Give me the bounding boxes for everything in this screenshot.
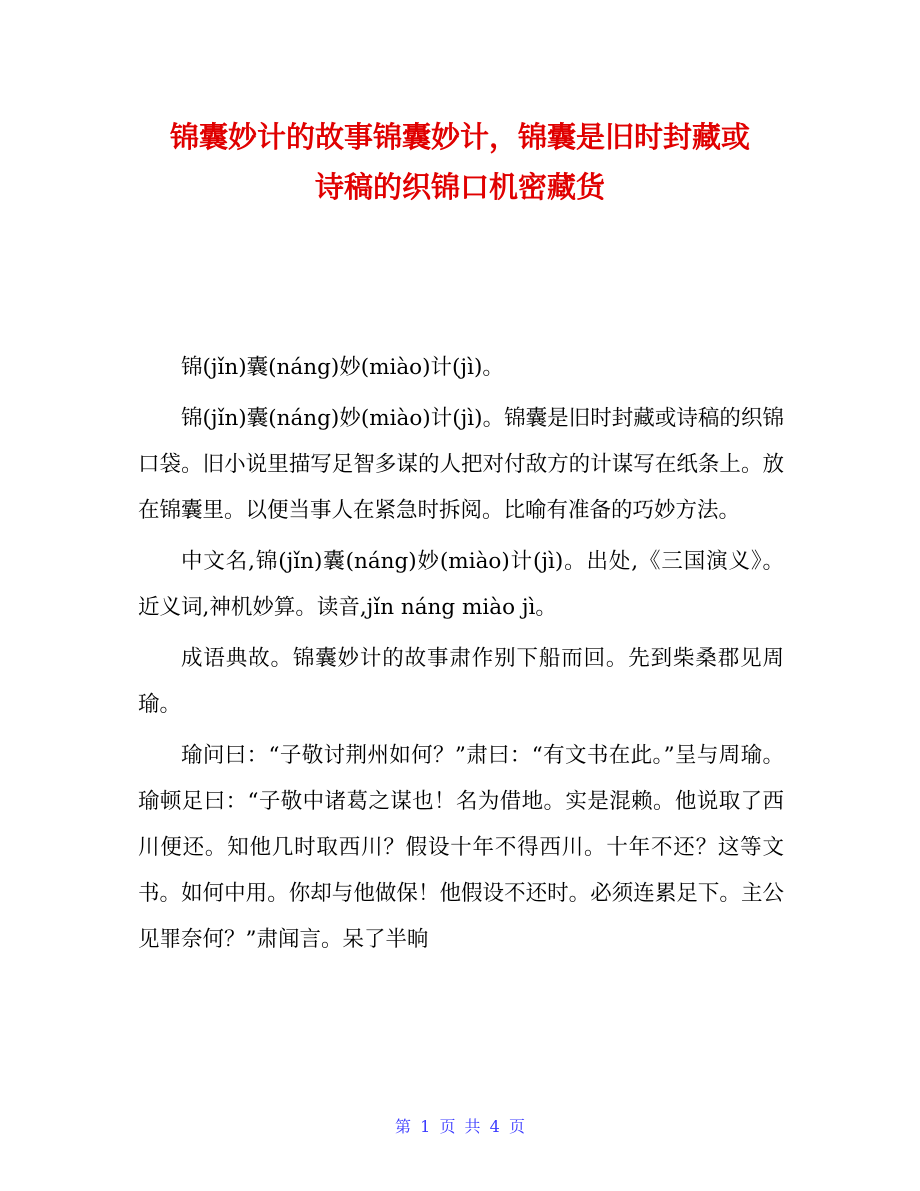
footer-label-page: 第 [395,1117,412,1136]
paragraph-4: 成语典故。锦囊妙计的故事肃作别下船而回。先到柴桑郡见周瑜。 [138,646,784,717]
paragraph-3: 中文名,锦(jǐn)囊(náng)妙(miào)计(jì)。出处,《三国演义》。近义词,神机妙算。读音,jǐn náng miào jì。 [138,549,784,620]
footer-label-total: 共 [464,1117,481,1136]
footer-current-page: 1 [420,1117,431,1136]
page-footer [0,1114,920,1137]
title-line-2: 诗稿的织锦口机密藏货 [314,170,605,204]
title-line-1: 锦囊妙计的故事锦囊妙计，锦囊是旧时封藏或 [169,120,750,154]
paragraph-1: 锦(jǐn)囊(náng)妙(miào)计(jì)。 [181,355,504,380]
paragraph-5: 瑜问曰：“子敬讨荆州如何？”肃曰：“有文书在此。”呈与周瑜。瑜顿足曰：“子敬中诸葛之谋也！名为借地。实是混赖。他说取了西川便还。知他几时取西川？假设十年不得西川。十年不还？这等文书。如何中用。你却与他做保！他假设不还时。必须连累足下。主公见罪奈何？”肃闻言。呆了半晌 [138,743,784,952]
footer-total-pages: 4 [489,1117,500,1136]
document-title [120,112,800,212]
paragraph-2: 锦(jǐn)囊(náng)妙(miào)计(jì)。锦囊是旧时封藏或诗稿的织锦口袋。旧小说里描写足智多谋的人把对付敌方的计谋写在纸条上。放在锦囊里。以便当事人在紧急时拆阅。比喻有准备的巧妙方法。 [138,406,784,523]
footer-label-unit: 页 [439,1117,456,1136]
document-body [138,345,784,968]
footer-label-unit-2: 页 [508,1117,525,1136]
